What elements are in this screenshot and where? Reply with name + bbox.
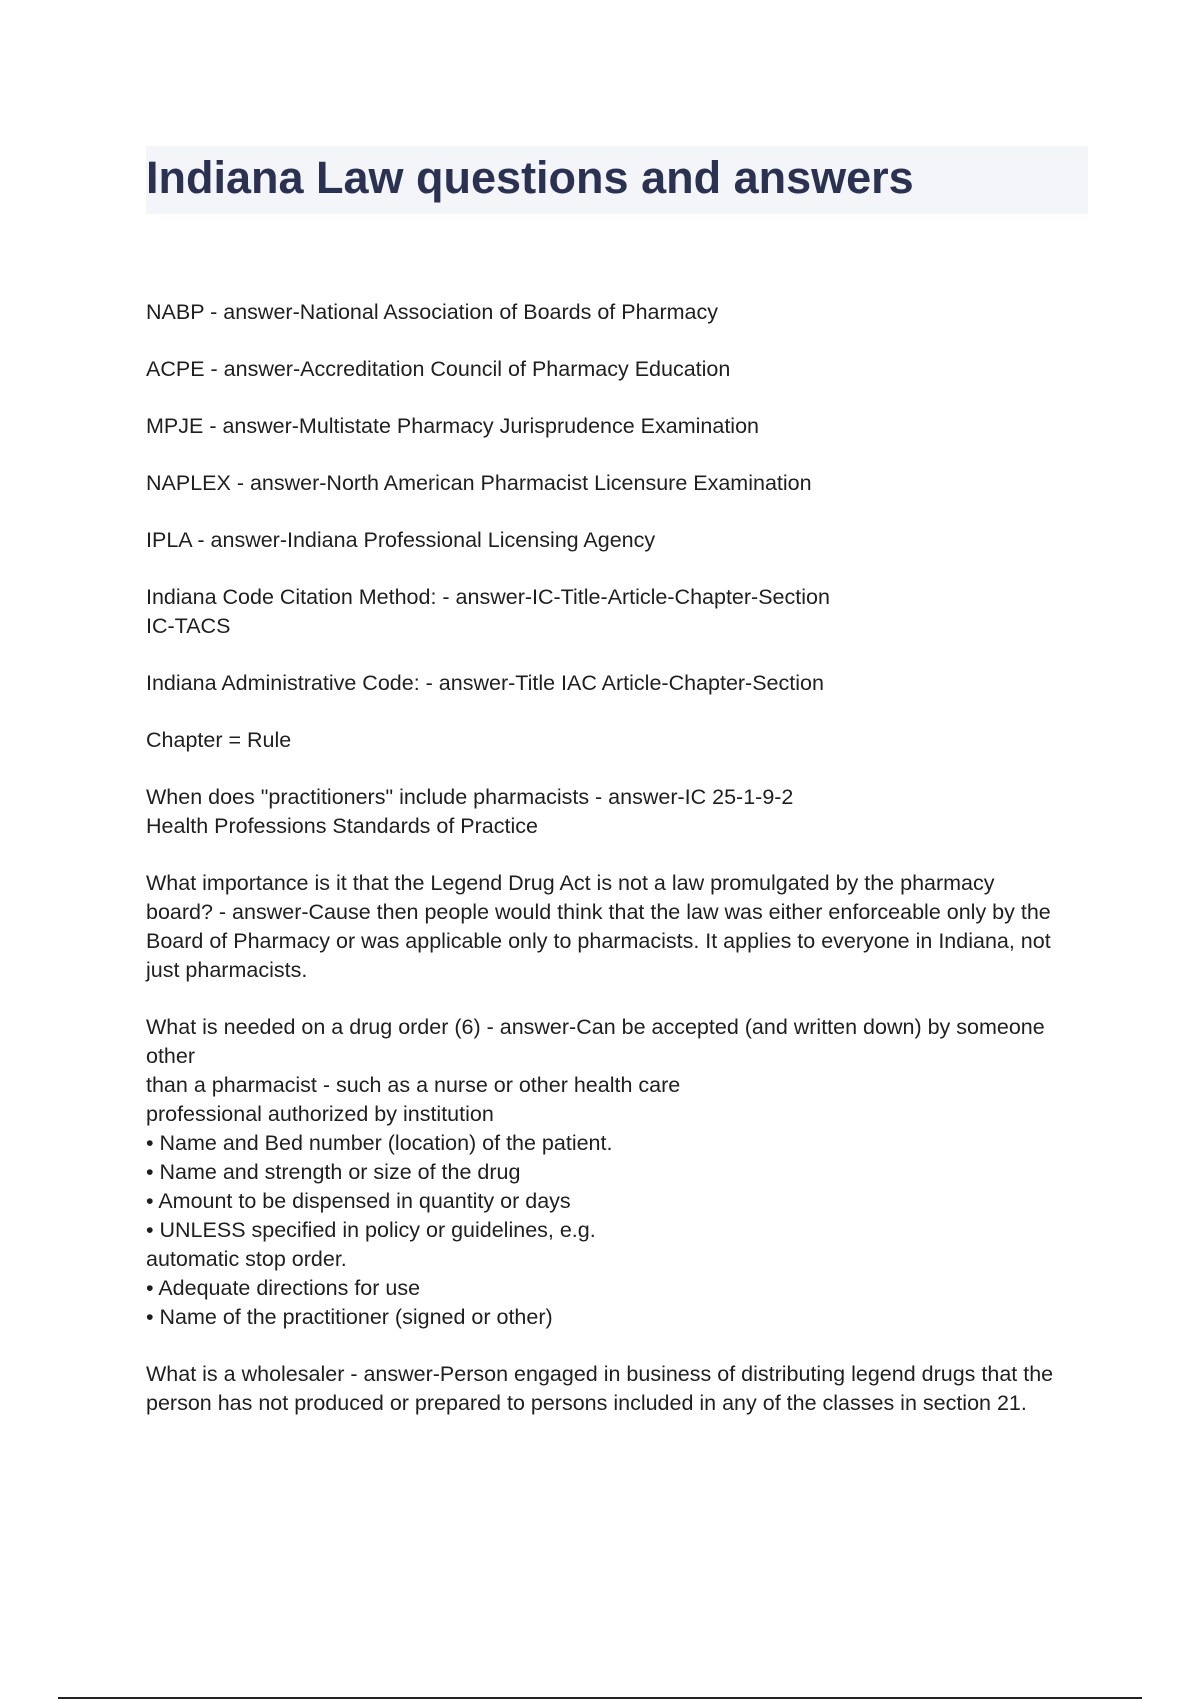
qa-entry-line: Chapter = Rule: [146, 728, 292, 752]
qa-entry: [146, 526, 1088, 555]
qa-list: [146, 298, 1088, 1446]
qa-entry: [146, 583, 1088, 641]
qa-entry-line: Indiana Code Citation Method: - answer-IC-Title-Article-Chapter-Section: [146, 585, 830, 609]
qa-entry: [146, 726, 1088, 755]
qa-entry-line: • UNLESS specified in policy or guidelines, e.g.: [146, 1218, 596, 1242]
qa-entry-line: Health Professions Standards of Practice: [146, 814, 538, 838]
qa-entry-line: What is needed on a drug order (6) - answer-Can be accepted (and written down) by someone: [146, 1015, 1045, 1039]
qa-entry-line: Indiana Administrative Code: - answer-Title IAC Article-Chapter-Section: [146, 671, 824, 695]
qa-entry-line: person has not produced or prepared to persons included in any of the classes in section 21.: [146, 1391, 1027, 1415]
qa-entry-line: • Adequate directions for use: [146, 1276, 421, 1300]
qa-entry-line: automatic stop order.: [146, 1247, 347, 1271]
qa-entry: [146, 412, 1088, 441]
qa-entry-line: than a pharmacist - such as a nurse or other health care: [146, 1073, 681, 1097]
qa-entry-line: other: [146, 1044, 196, 1068]
qa-entry-line: Board of Pharmacy or was applicable only to pharmacists. It applies to everyone in Indiana, not: [146, 929, 1051, 953]
qa-entry: [146, 669, 1088, 698]
qa-entry-line: When does "practitioners" include pharmacists - answer-IC 25-1-9-2: [146, 785, 794, 809]
title-banner: [146, 146, 1088, 214]
qa-entry-line: board? - answer-Cause then people would think that the law was either enforceable only by the: [146, 900, 1051, 924]
qa-entry-line: professional authorized by institution: [146, 1102, 494, 1126]
qa-entry-line: What is a wholesaler - answer-Person engaged in business of distributing legend drugs that the: [146, 1362, 1054, 1386]
qa-entry-line: ACPE - answer-Accreditation Council of Pharmacy Education: [146, 357, 731, 381]
qa-entry: [146, 1360, 1088, 1418]
qa-entry-line: • Name of the practitioner (signed or other): [146, 1305, 553, 1329]
qa-entry-line: IPLA - answer-Indiana Professional Licensing Agency: [146, 528, 656, 552]
page-title: Indiana Law questions and answers: [146, 152, 914, 203]
qa-entry-line: MPJE - answer-Multistate Pharmacy Jurisprudence Examination: [146, 414, 759, 438]
qa-entry-line: just pharmacists.: [146, 958, 308, 982]
qa-entry-line: • Name and Bed number (location) of the patient.: [146, 1131, 613, 1155]
qa-entry-line: NAPLEX - answer-North American Pharmacist Licensure Examination: [146, 471, 812, 495]
qa-entry-line: NABP - answer-National Association of Boards of Pharmacy: [146, 300, 719, 324]
qa-entry-line: • Amount to be dispensed in quantity or days: [146, 1189, 571, 1213]
qa-entry: [146, 783, 1088, 841]
footer-divider: [58, 1697, 1142, 1699]
qa-entry-line: IC-TACS: [146, 614, 231, 638]
qa-entry: [146, 869, 1088, 985]
qa-entry: [146, 469, 1088, 498]
qa-entry-line: What importance is it that the Legend Drug Act is not a law promulgated by the pharmacy: [146, 871, 995, 895]
qa-entry: [146, 1013, 1088, 1332]
qa-entry-line: • Name and strength or size of the drug: [146, 1160, 521, 1184]
qa-entry: [146, 298, 1088, 327]
qa-entry: [146, 355, 1088, 384]
